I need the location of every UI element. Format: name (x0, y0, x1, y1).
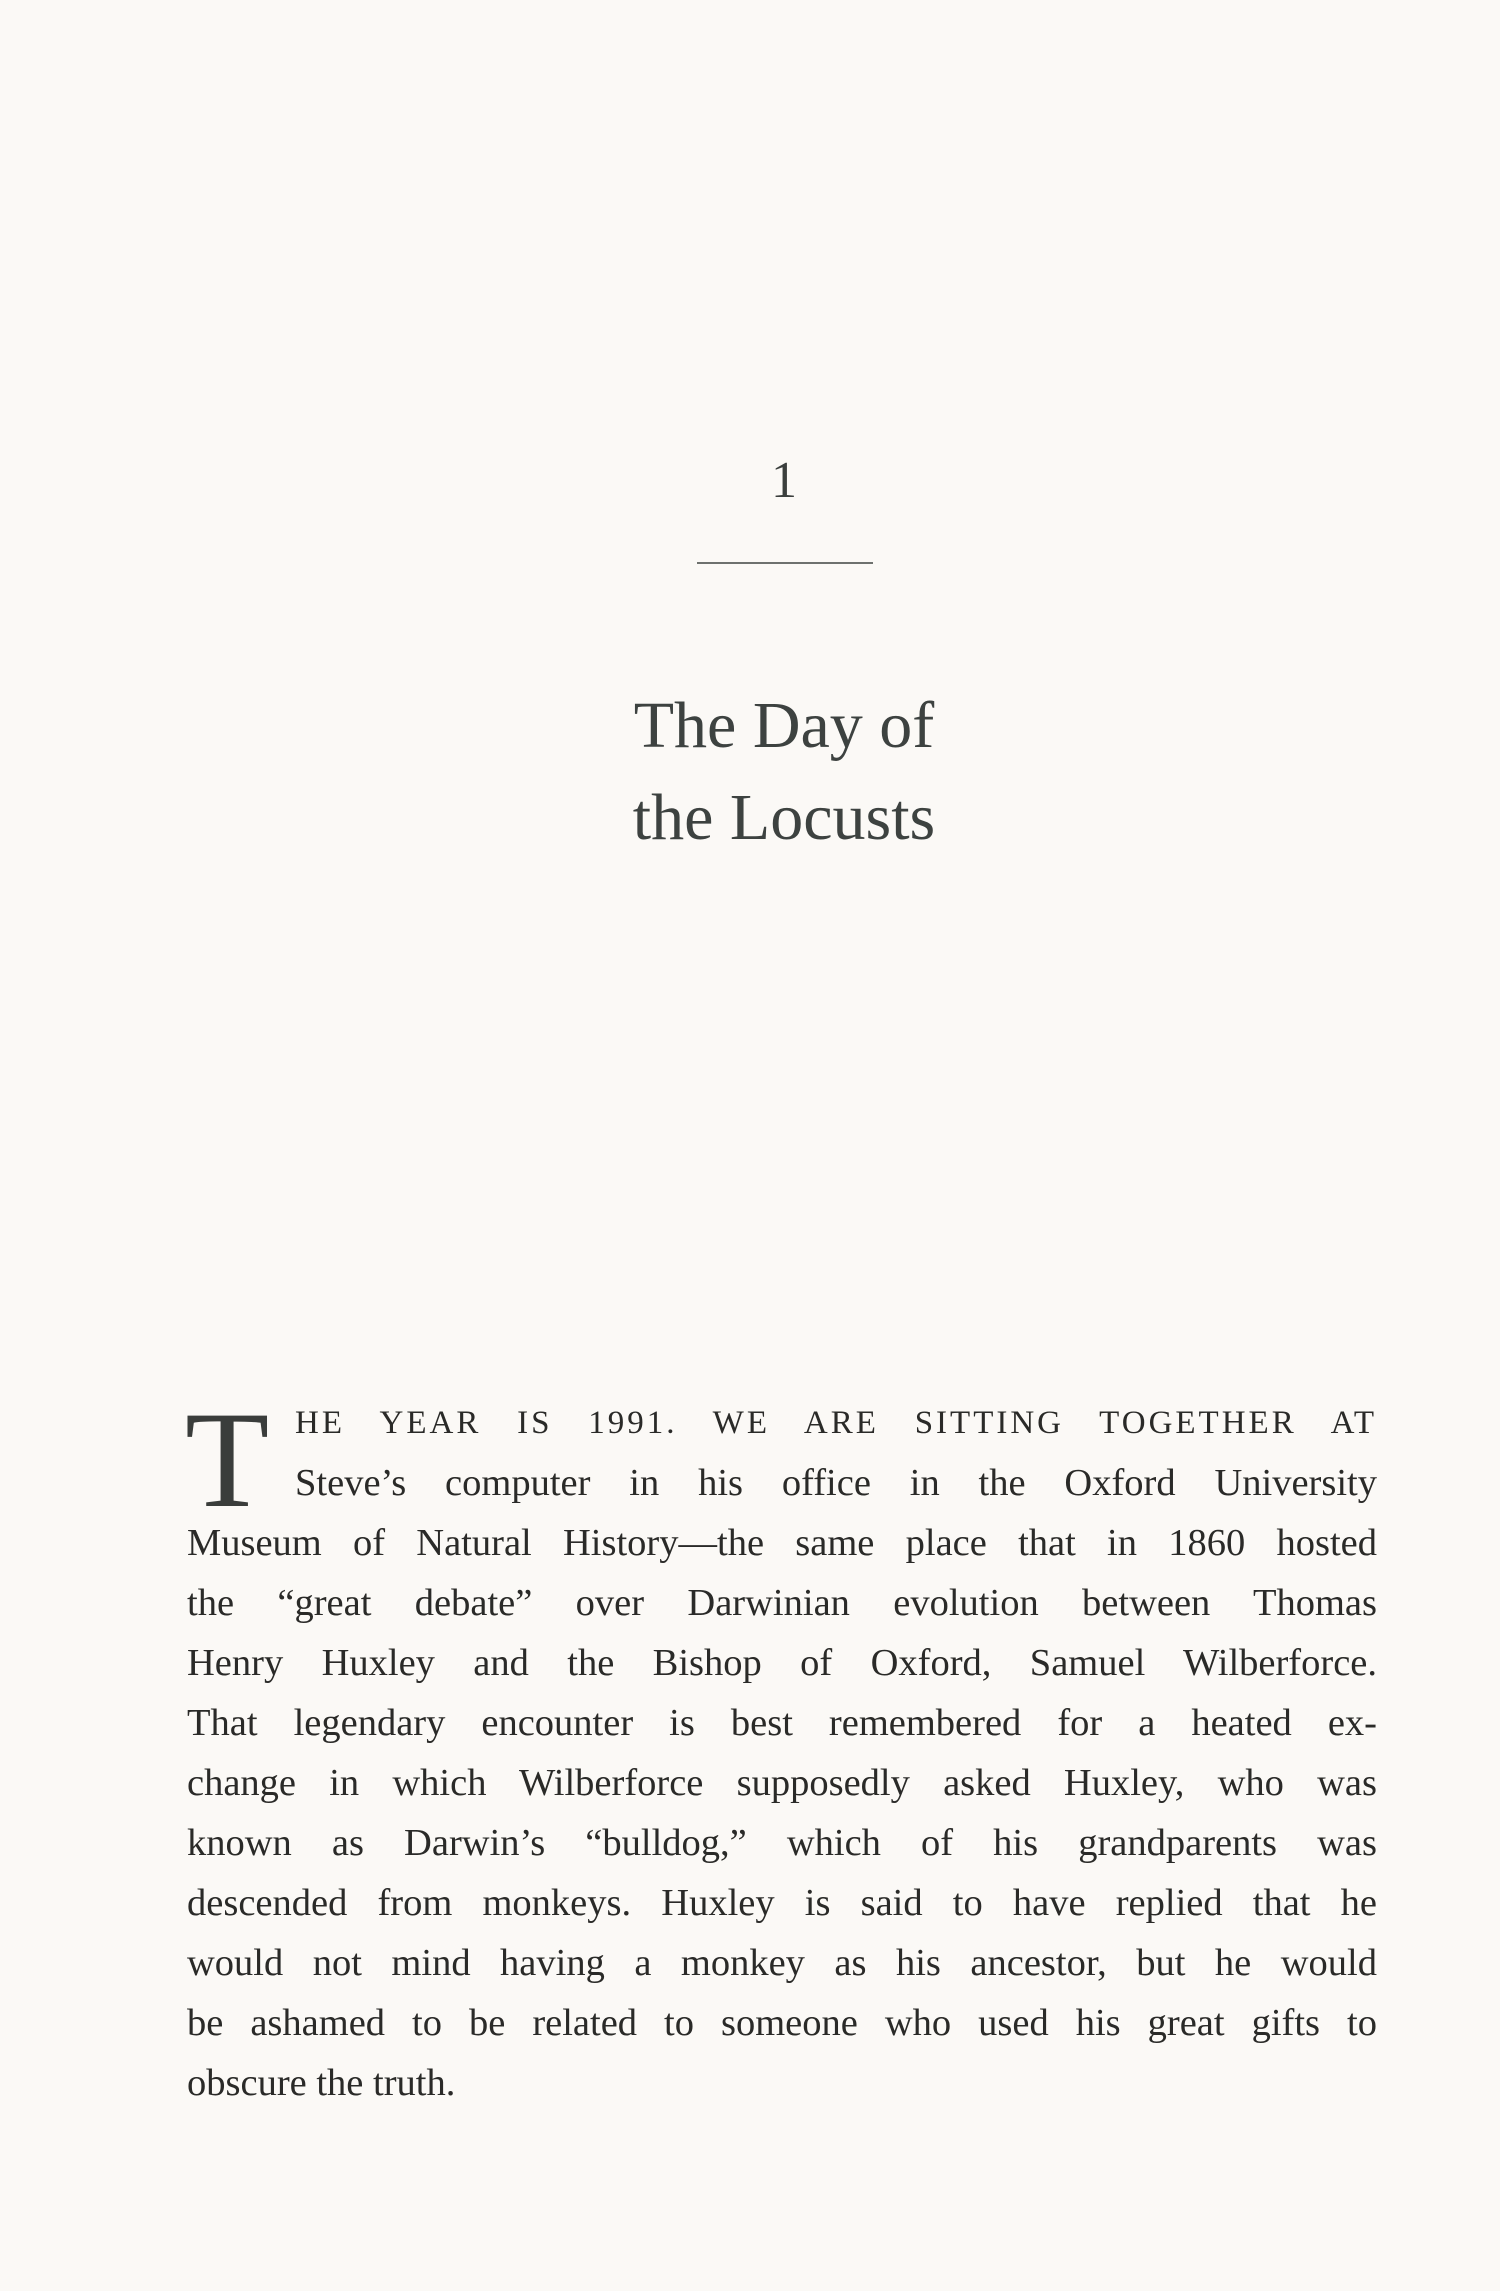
chapter-number: 1 (771, 452, 797, 509)
chapter-title (0, 680, 1500, 864)
body-line: change in which Wilberforce supposedly asked Huxley, who was (187, 1762, 1377, 1804)
drop-cap: T (185, 1383, 270, 1536)
body-line: be ashamed to be related to someone who used his great gifts to (187, 2002, 1377, 2044)
body-line: would not mind having a monkey as his ancestor, but he would (187, 1942, 1377, 1984)
body-line: Steve’s computer in his office in the Oxford University (295, 1462, 1377, 1504)
body-line: Henry Huxley and the Bishop of Oxford, Samuel Wilberforce. (187, 1642, 1377, 1684)
chapter-title-line-1: The Day of (633, 689, 935, 762)
body-line: known as Darwin’s “bulldog,” which of his grandparents was (187, 1822, 1377, 1864)
body-paragraph (187, 1513, 1377, 2113)
body-line: Museum of Natural History—the same place that in 1860 hosted (187, 1522, 1377, 1564)
body-line: obscure the truth. (187, 2062, 456, 2104)
chapter-title-line-2: the Locusts (632, 781, 936, 854)
opening-lines (295, 1393, 1377, 1513)
body-line: That legendary encounter is best remembered for a heated ex- (187, 1702, 1377, 1744)
body-line: the “great debate” over Darwinian evolution between Thomas (187, 1582, 1377, 1624)
body-line: HE YEAR IS 1991. WE ARE SITTING TOGETHER AT (295, 1405, 1377, 1441)
body-line: descended from monkeys. Huxley is said to have replied that he (187, 1882, 1377, 1924)
chapter-divider (697, 562, 873, 564)
